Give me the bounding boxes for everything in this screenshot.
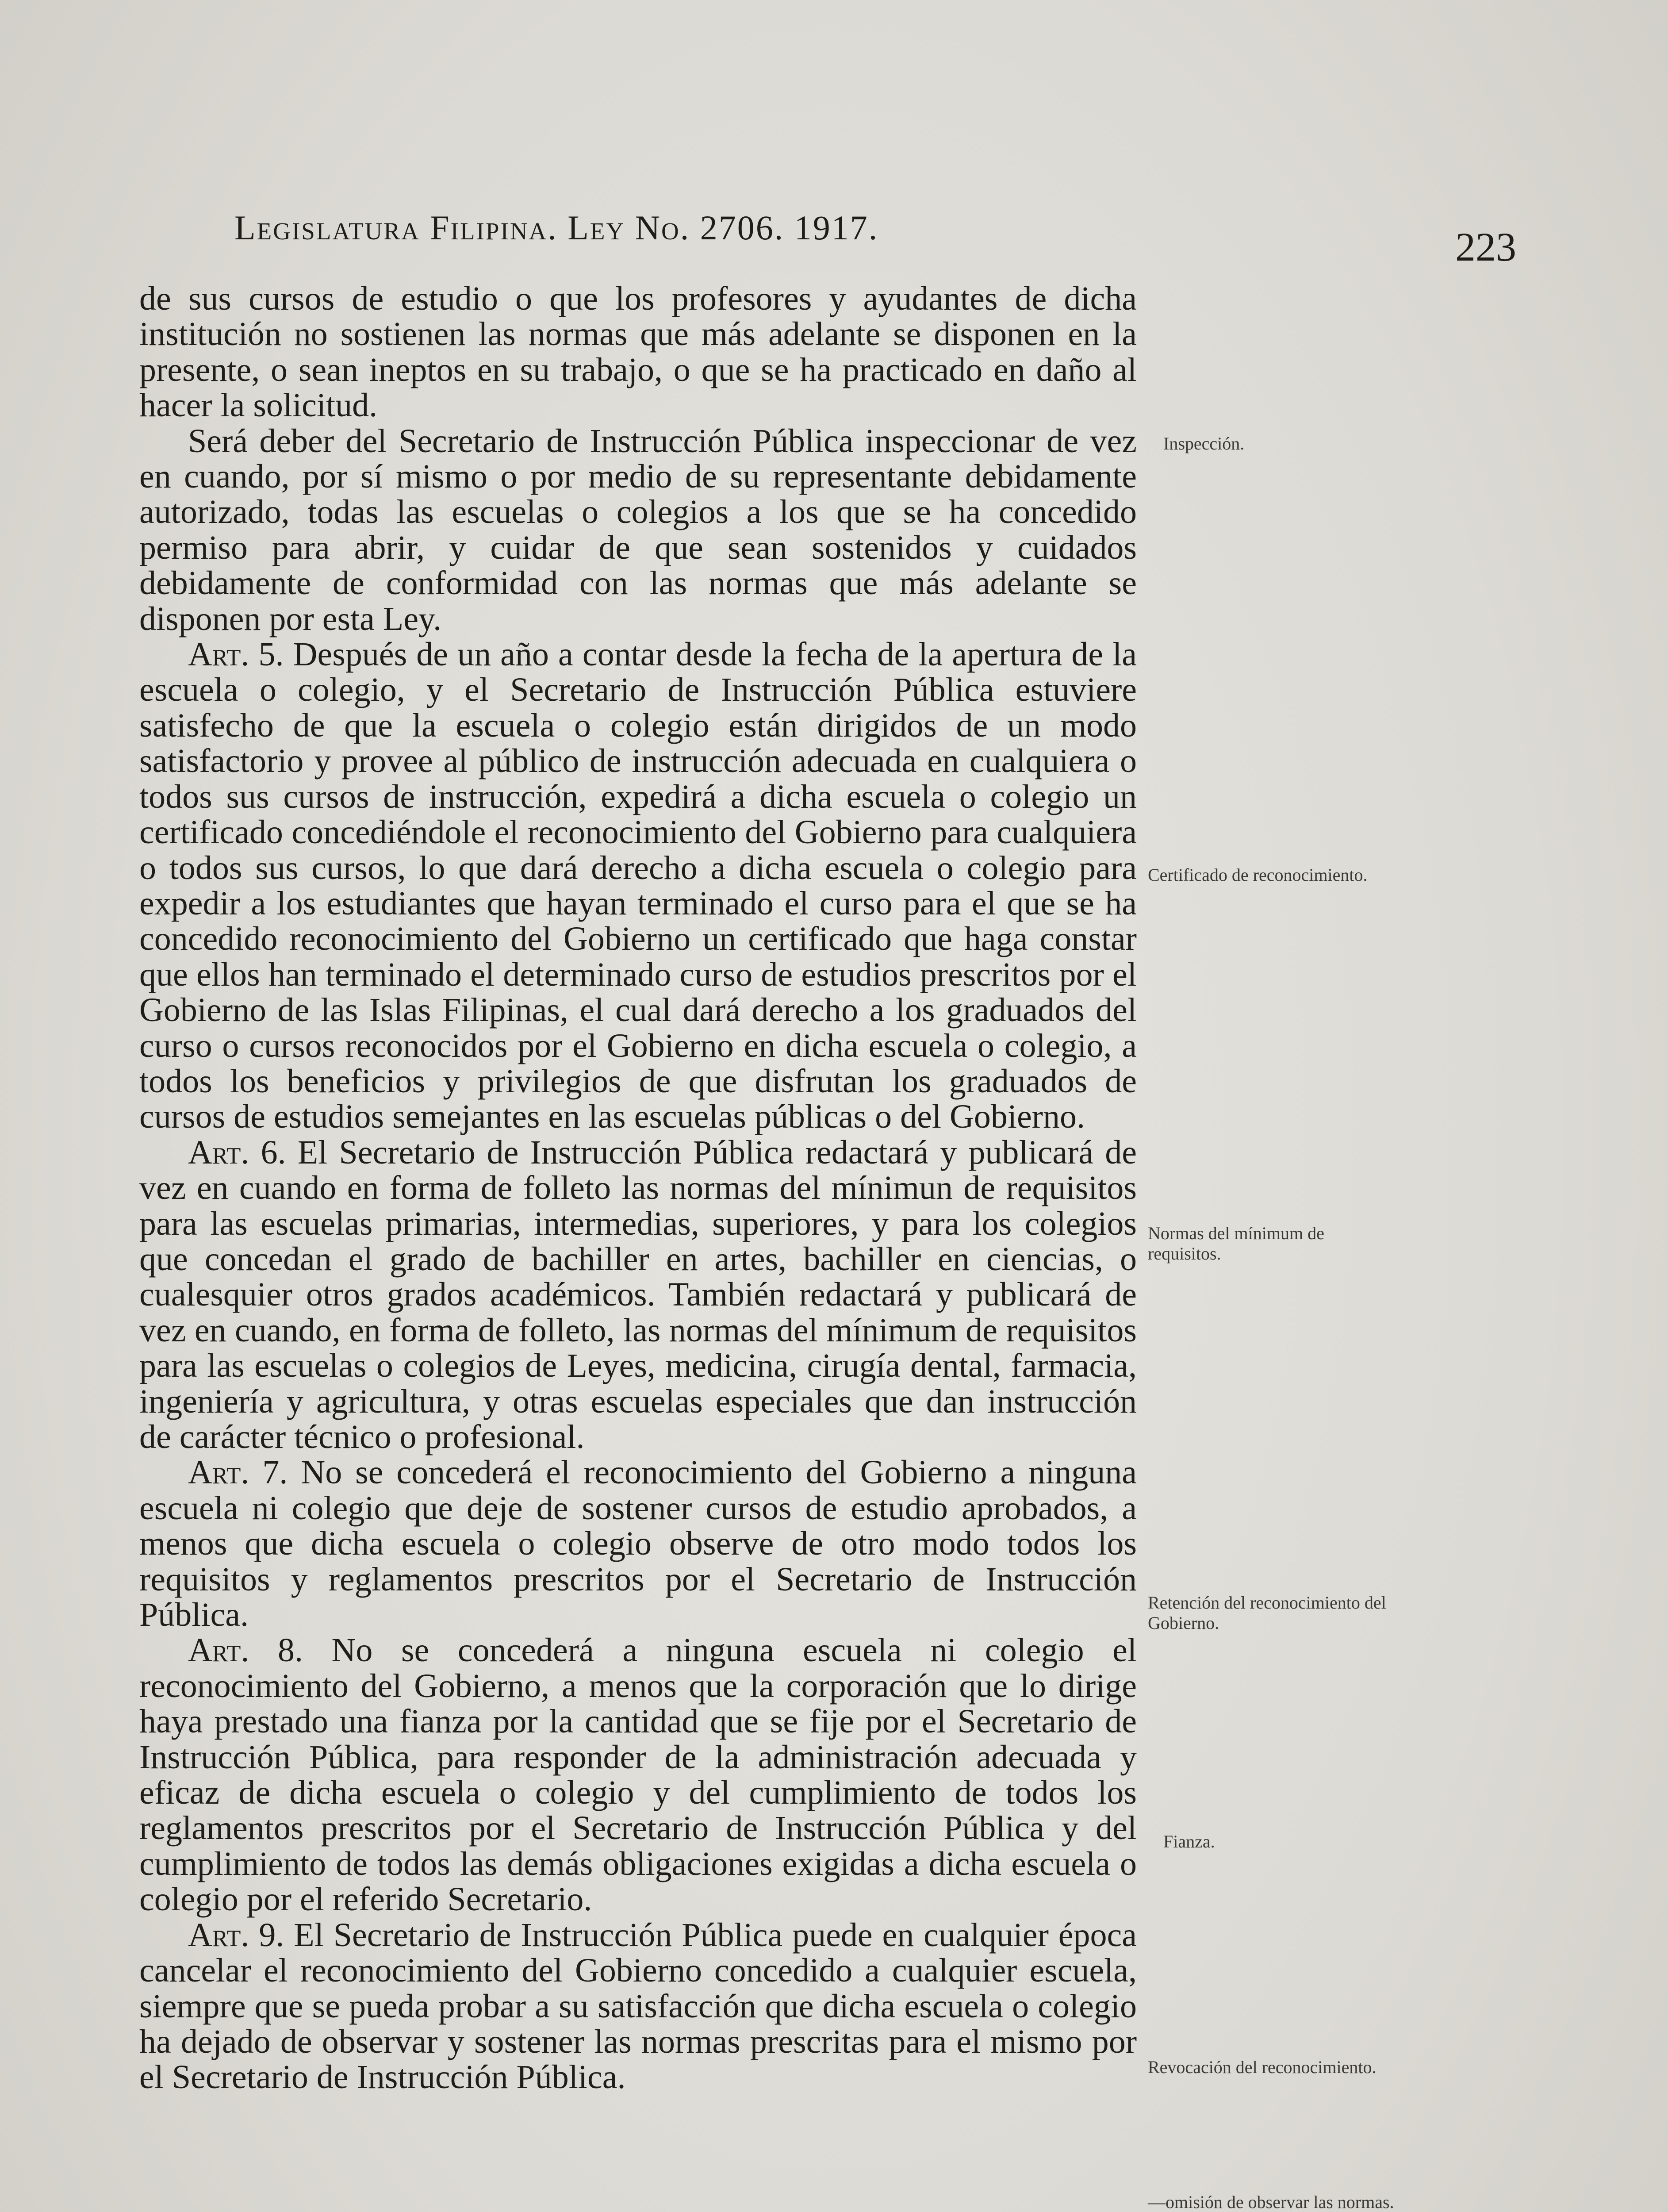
article-label: Art. 9. [188,1916,284,1954]
margin-note-fianza: Fianza. [1163,1832,1215,1851]
margin-note-revocacion: Revocación del reconocimiento. [1148,2057,1377,2077]
paragraph: de sus cursos de estudio o que los profesores y ayudantes de dicha institución no sostienen las normas que más adelante se disponen en la presente, o sean ineptos en su trabajo, o que se ha practicado en daño al hacer la solicitud. [139,280,1137,424]
article-label: Art. 5. [188,636,284,673]
running-header [234,208,1119,248]
margin-note-retencion: Retención del reconocimiento del Gobierno. [1148,1593,1386,1633]
margin-note-inspeccion: Inspección. [1163,434,1245,453]
article-6: Art. 6. El Secretario de Instrucción Pública redactará y publicará de vez en cuando en forma de folleto las normas del mínimun de requisitos para las escuelas primarias, intermedias, superiores, y para los colegios que concedan el grado de bachiller en artes, bachiller en ciencias, o cualesquier otros grados académicos. También redactará y publicará de vez en cuando, en forma de folleto, las normas del mínimum de requisitos para las escuelas o colegios de Leyes, medicina, cirugía dental, farmacia, ingeniería y agricultura, y otras escuelas especiales que dan instrucción de carácter técnico o profesional. [139,1133,1137,1455]
article-9: Art. 9. El Secretario de Instrucción Pública puede en cualquier época cancelar el reconocimiento del Gobierno concedido a cualquier escuela, siempre que se pueda probar a su satisfacción que dicha escuela o colegio ha dejado de observar y sostener las normas prescritas para el mismo por el Secretario de Instrucción Pública. [139,1916,1137,2096]
body-text [139,281,1137,2095]
article-7: Art. 7. No se concederá el reconocimiento del Gobierno a ninguna escuela ni colegio que deje de sostener cursos de estudio aprobados, a menos que dicha escuela o colegio observe de otro modo todos los requisitos y reglamentos prescritos por el Secretario de Instrucción Pública. [139,1454,1137,1634]
page-number: 223 [1455,224,1516,269]
paragraph: Será deber del Secretario de Instrucción Pública inspeccionar de vez en cuando, por sí mismo o por medio de su representante debidamente autorizado, todas las escuelas o colegios a los que se ha concedido permiso para abrir, y cuidar de que sean sostenidos y cuidados debidamente de conformidad con las normas que más adelante se disponen por esta Ley. [139,422,1137,637]
article-label: Art. 6. [188,1133,286,1171]
margin-note-omision: —omisión de observar las normas. [1148,2192,1394,2212]
margin-note-normas: Normas del mínimum de requisitos. [1148,1223,1324,1263]
article-label: Art. 8. [188,1632,303,1669]
article-8: Art. 8. No se concederá a ninguna escuela ni colegio el reconocimiento del Gobierno, a menos que la corporación que lo dirige haya prestado una fianza por la cantidad que se fije por el Secretario de Instrucción Pública, para responder de la administración adecuada y eficaz de dicha escuela o colegio y del cumplimiento de todos los reglamentos prescritos por el Secretario de Instrucción Pública y del cumplimiento de todos las demás obligaciones exigidas a dicha escuela o colegio por el referido Secretario. [139,1632,1137,1918]
article-label: Art. 7. [188,1454,288,1491]
running-title: Legislatura Filipina. Ley No. 2706. 1917. [234,208,879,247]
article-5: Art. 5. Después de un año a contar desde la fecha de la apertura de la escuela o colegio, y el Secretario de Instrucción Pública estuviere satisfecho de que la escuela o colegio están dirigidos de un modo satisfactorio y provee al público de instrucción adecuada en cualquiera o todos sus cursos de instrucción, expedirá a dicha escuela o colegio un certificado concediéndole el reconocimiento del Gobierno para cualquiera o todos sus cursos, lo que dará derecho a dicha escuela o colegio para expedir a los estudiantes que hayan terminado el curso para el que se ha concedido reconocimiento del Gobierno un certificado que haga constar que ellos han terminado el determinado curso de estudios prescritos por el Gobierno de las Islas Filipinas, el cual dará derecho a los graduados del curso o cursos reconocidos por el Gobierno en dicha escuela o colegio, a todos los beneficios y privilegios de que disfrutan los graduados de cursos de estudios semejantes en las escuelas públicas o del Gobierno. [139,636,1137,1136]
margin-note-certificado: Certificado de reconocimiento. [1148,865,1368,885]
